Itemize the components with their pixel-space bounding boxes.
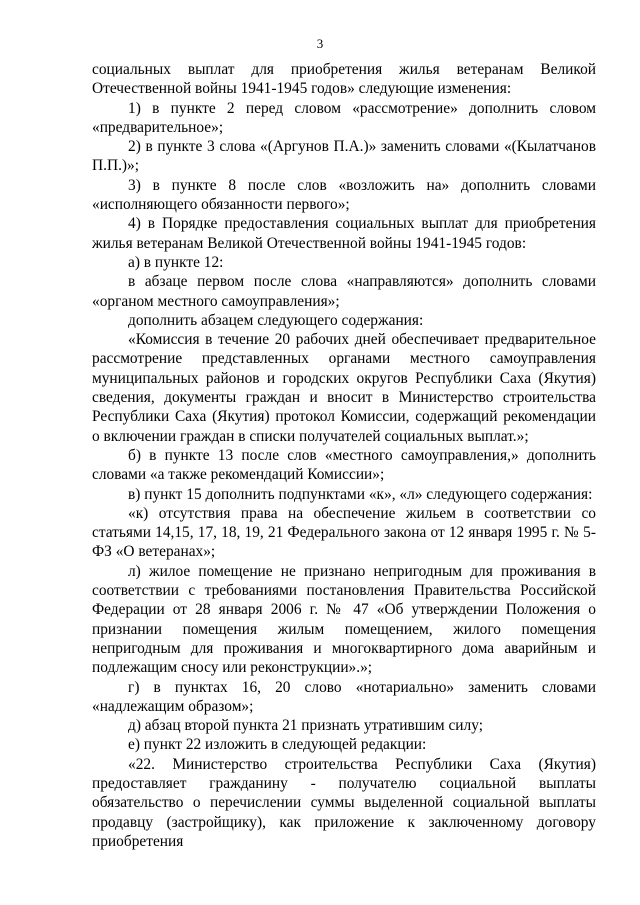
paragraph: 4) в Порядке предоставления социальных выплат для приобретения жилья ветеранам Великой Отечественной войны 1941-1945 годов: (92, 215, 596, 252)
paragraph: «Комиссия в течение 20 рабочих дней обеспечивает предварительное рассмотрение представленных органами местного самоуправления муниципальных районов и городских округов Республики Саха (Якутия) сведения, документы граждан и вносит в Министерство строительства Республики Саха (Якутия) протокол Комиссии, содержащий рекомендации о включении граждан в списки получателей социальных выплат.»; (92, 331, 596, 445)
paragraph: а) в пункте 12: (128, 253, 224, 271)
document-body (92, 60, 596, 851)
paragraph: 1) в пункте 2 перед словом «рассмотрение» дополнить словом «предварительное»; (92, 99, 596, 136)
paragraph: 3) в пункте 8 после слов «возложить на» дополнить словами «исполняющего обязанности первого»; (92, 176, 596, 214)
paragraph: г) в пунктах 16, 20 слово «нотариально» заменить словами «надлежащим образом»; (92, 678, 596, 715)
paragraph: 2) в пункте 3 слова «(Аргунов П.А.)» заменить словами «(Кылатчанов П.П.)»; (92, 138, 596, 175)
paragraph: л) жилое помещение не признано непригодным для проживания в соответствии с требованиями постановления Правительства Российской Федерации от 28 января 2006 г. № 47 «Об утверждении Положения о признании помещения жилым помещением, жилого помещения непригодным для проживания и многоквартирного дома аварийным и подлежащим сносу или реконструкции».»; (92, 562, 596, 677)
paragraph: б) в пункте 13 после слов «местного самоуправления,» дополнить словами «а также рекомендаций Комиссии»; (92, 446, 596, 484)
paragraph: в абзаце первом после слова «направляются» дополнить словами «органом местного самоуправления»; (92, 273, 596, 310)
paragraph: «22. Министерство строительства Республики Саха (Якутия) предоставляет гражданину - получателю социальной выплаты обязательство о перечислении суммы выделенной социальной выплаты продавцу (застройщику), как приложение к заключенному договору приобретения (92, 755, 596, 850)
paragraph: дополнить абзацем следующего содержания: (128, 311, 424, 329)
paragraph: «к) отсутствия права на обеспечение жильем в соответствии со статьями 14,15, 17, 18, 19, 21 Федерального закона от 12 января 1995 г. № 5-ФЗ «О ветеранах»; (92, 504, 596, 561)
paragraph: д) абзац второй пункта 21 признать утратившим силу; (128, 717, 483, 735)
page-number: 3 (316, 36, 324, 51)
paragraph: е) пункт 22 изложить в следующей редакции: (128, 736, 427, 754)
paragraph: социальных выплат для приобретения жилья ветеранам Великой Отечественной войны 1941-1945 годов» следующие изменения: (92, 61, 596, 98)
paragraph: в) пункт 15 дополнить подпунктами «к», «л» следующего содержания: (128, 485, 593, 503)
